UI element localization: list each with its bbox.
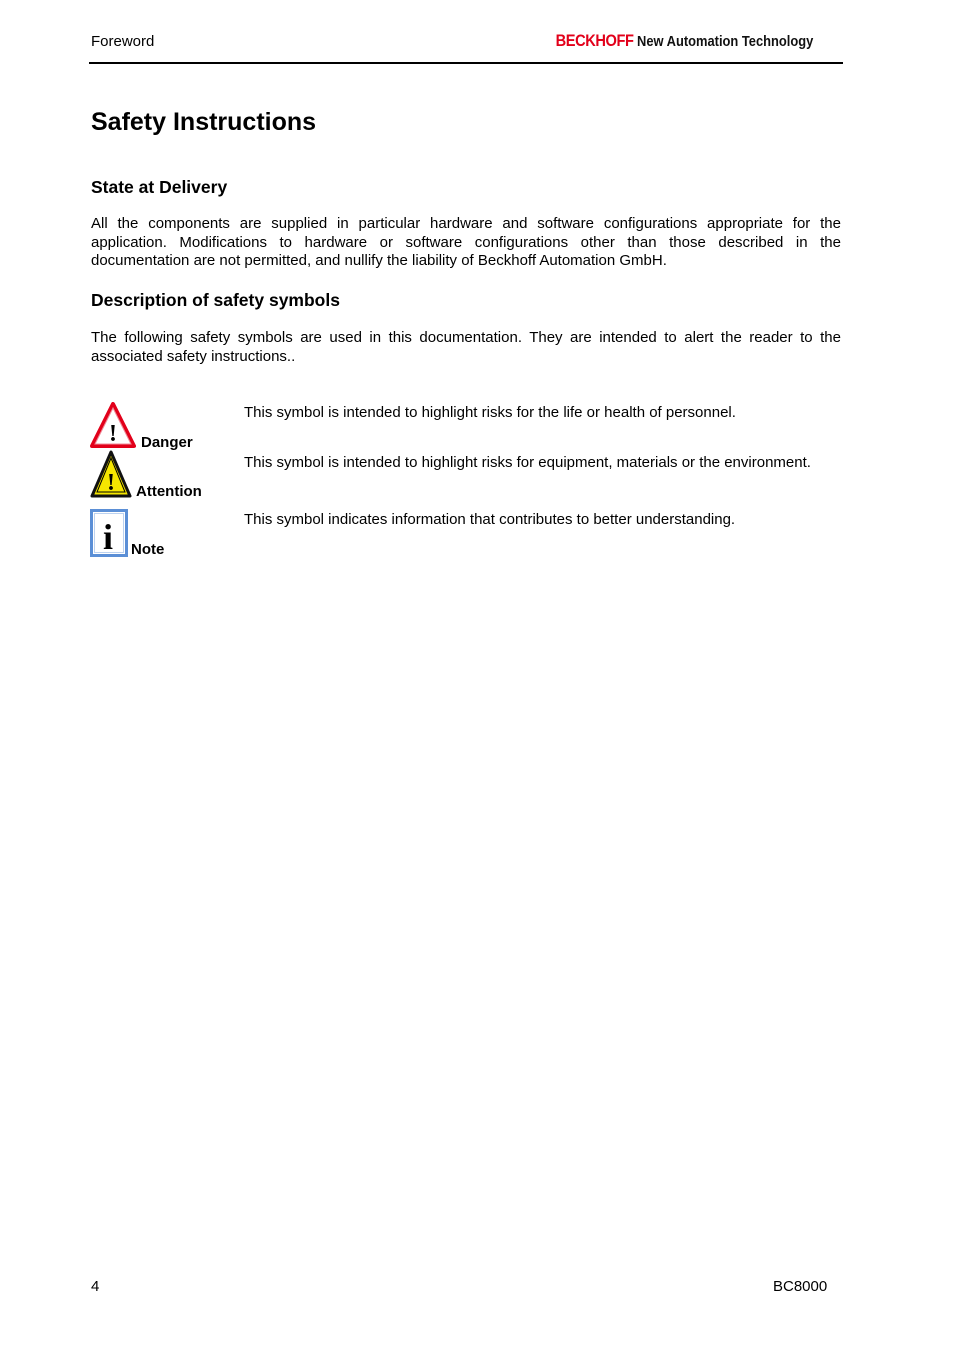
symbol-description-danger: This symbol is intended to highlight risks for the life or health of personnel. bbox=[244, 404, 736, 421]
symbol-description-attention: This symbol is intended to highlight risks for equipment, materials or the environment. bbox=[244, 454, 811, 471]
beckhoff-logo: BECKHOFF bbox=[555, 31, 633, 50]
symbol-label-note: Note bbox=[131, 541, 165, 558]
attention-warning-triangle-icon bbox=[90, 450, 132, 503]
svg-text:!: ! bbox=[107, 470, 115, 496]
header-section-title: Foreword bbox=[91, 33, 155, 50]
footer-document-id: BC8000 bbox=[773, 1278, 828, 1295]
header-rule bbox=[89, 62, 843, 64]
page-title: Safety Instructions bbox=[91, 108, 317, 136]
danger-warning-triangle-icon bbox=[90, 402, 136, 453]
svg-text:!: ! bbox=[109, 421, 117, 447]
section-body-safety-symbols: The following safety symbols are used in this documentation. They are intended to alert the reader to the associated safety instructions.. bbox=[91, 329, 841, 365]
symbol-label-attention: Attention bbox=[136, 483, 202, 500]
section-heading-safety-symbols: Description of safety symbols bbox=[91, 290, 340, 310]
footer-page-number: 4 bbox=[91, 1278, 100, 1295]
symbol-label-danger: Danger bbox=[141, 434, 193, 451]
brand-tagline: New Automation Technology bbox=[637, 33, 814, 50]
brand bbox=[543, 31, 842, 51]
section-body-state-at-delivery: All the components are supplied in particular hardware and software configurations appropriate for the application. Modifications to hardware or software configurations other than those described in the documentation are not permitted, and nullify the liability of Beckhoff Automation GmbH. bbox=[91, 215, 841, 269]
section-heading-state-at-delivery: State at Delivery bbox=[91, 177, 228, 197]
symbol-description-note: This symbol indicates information that contributes to better understanding. bbox=[244, 511, 736, 528]
info-note-icon bbox=[90, 509, 128, 562]
svg-text:i: i bbox=[102, 517, 114, 557]
